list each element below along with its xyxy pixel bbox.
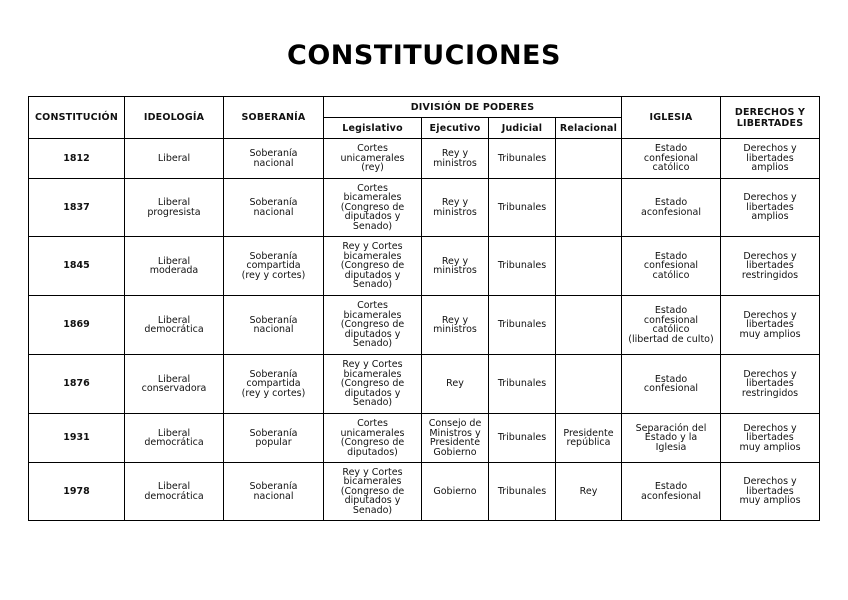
header-iglesia: IGLESIA — [622, 97, 721, 139]
cell-legislativo — [324, 139, 422, 179]
cell-soberania — [224, 139, 324, 179]
cell-legislativo-text: Cortes bicamerales (Congreso de diputados y Senado) — [340, 300, 405, 350]
cell-ejecutivo — [422, 237, 489, 296]
cell-derechos — [721, 296, 820, 355]
cell-legislativo — [324, 355, 422, 414]
cell-judicial — [489, 139, 556, 179]
header-derechos — [721, 97, 820, 139]
cell-derechos-text: Derechos y libertades muy amplios — [739, 476, 801, 507]
cell-iglesia-text: Estado confesional católico — [643, 143, 699, 174]
cell-soberania — [224, 463, 324, 521]
cell-ejecutivo — [422, 463, 489, 521]
cell-legislativo-text: Cortes unicamerales (rey) — [340, 143, 405, 174]
cell-judicial-text: Tribunales — [497, 432, 547, 444]
cell-derechos — [721, 237, 820, 296]
cell-soberania-text: Soberanía compartida (rey y cortes) — [241, 250, 306, 281]
cell-year: 1845 — [29, 237, 125, 296]
cell-judicial-text: Tribunales — [497, 152, 547, 164]
cell-ejecutivo — [422, 296, 489, 355]
cell-iglesia — [622, 355, 721, 414]
cell-derechos — [721, 139, 820, 179]
cell-ideologia-text: Liberal democrática — [144, 314, 204, 335]
cell-derechos — [721, 179, 820, 237]
cell-legislativo-text: Rey y Cortes bicamerales (Congreso de diputados y Senado) — [340, 466, 405, 516]
cell-legislativo-text: Cortes bicamerales (Congreso de diputados y Senado) — [340, 182, 405, 232]
cell-ejecutivo-text: Rey — [446, 378, 464, 390]
cell-soberania-text: Soberanía popular — [249, 427, 298, 448]
cell-soberania — [224, 237, 324, 296]
cell-year: 1876 — [29, 355, 125, 414]
cell-legislativo — [324, 296, 422, 355]
cell-iglesia — [622, 296, 721, 355]
cell-ejecutivo — [422, 179, 489, 237]
cell-iglesia-text: Estado confesional católico — [643, 250, 699, 281]
cell-judicial — [489, 296, 556, 355]
header-soberania: SOBERANÍA — [224, 97, 324, 139]
cell-ejecutivo-text: Gobierno — [433, 485, 477, 497]
cell-year: 1978 — [29, 463, 125, 521]
cell-ideologia — [125, 237, 224, 296]
header-legislativo: Legislativo — [324, 118, 422, 139]
cell-derechos — [721, 414, 820, 463]
cell-soberania — [224, 296, 324, 355]
cell-soberania-text: Soberanía nacional — [249, 314, 298, 335]
cell-ideologia-text: Liberal — [157, 152, 191, 164]
cell-iglesia — [622, 414, 721, 463]
cell-iglesia-text: Estado confesional — [643, 373, 699, 394]
cell-relacional — [556, 414, 622, 463]
cell-ideologia — [125, 179, 224, 237]
cell-year: 1869 — [29, 296, 125, 355]
cell-judicial-text: Tribunales — [497, 378, 547, 390]
cell-derechos-text: Derechos y libertades muy amplios — [739, 309, 801, 340]
header-derechos-label: DERECHOS Y LIBERTADES — [734, 106, 806, 129]
cell-iglesia — [622, 139, 721, 179]
cell-iglesia — [622, 179, 721, 237]
cell-soberania-text: Soberanía nacional — [249, 481, 298, 502]
page-title: CONSTITUCIONES — [287, 40, 561, 71]
cell-soberania-text: Soberanía nacional — [249, 148, 298, 169]
cell-judicial-text: Tribunales — [497, 201, 547, 213]
cell-ejecutivo — [422, 139, 489, 179]
cell-derechos-text: Derechos y libertades amplios — [743, 143, 797, 174]
cell-iglesia-text: Separación del Estado y la Iglesia — [635, 422, 707, 453]
cell-relacional — [556, 139, 622, 179]
cell-judicial — [489, 179, 556, 237]
cell-ejecutivo-text: Rey y ministros — [433, 197, 477, 218]
cell-soberania-text: Soberanía compartida (rey y cortes) — [241, 368, 306, 399]
cell-judicial — [489, 463, 556, 521]
cell-judicial — [489, 414, 556, 463]
cell-ideologia — [125, 296, 224, 355]
cell-year: 1837 — [29, 179, 125, 237]
cell-ideologia-text: Liberal moderada — [149, 255, 199, 276]
cell-legislativo — [324, 237, 422, 296]
cell-iglesia — [622, 463, 721, 521]
header-ideologia: IDEOLOGÍA — [125, 97, 224, 139]
table-row — [29, 179, 820, 237]
cell-ideologia — [125, 139, 224, 179]
table-row — [29, 355, 820, 414]
cell-ideologia — [125, 463, 224, 521]
cell-ideologia — [125, 414, 224, 463]
cell-judicial-text: Tribunales — [497, 260, 547, 272]
cell-relacional — [556, 179, 622, 237]
cell-ejecutivo — [422, 355, 489, 414]
cell-relacional — [556, 463, 622, 521]
cell-soberania — [224, 414, 324, 463]
cell-soberania — [224, 179, 324, 237]
constitutions-table — [28, 96, 820, 521]
cell-ideologia-text: Liberal democrática — [144, 481, 204, 502]
cell-derechos — [721, 463, 820, 521]
cell-ejecutivo-text: Rey y ministros — [433, 255, 477, 276]
cell-iglesia-text: Estado aconfesional — [641, 197, 701, 218]
table-row — [29, 463, 820, 521]
cell-derechos-text: Derechos y libertades restringidos — [741, 250, 799, 281]
cell-relacional — [556, 237, 622, 296]
cell-ejecutivo-text: Rey y ministros — [433, 314, 477, 335]
cell-judicial — [489, 237, 556, 296]
cell-judicial-text: Tribunales — [497, 319, 547, 331]
header-ejecutivo: Ejecutivo — [422, 118, 489, 139]
cell-legislativo-text: Rey y Cortes bicamerales (Congreso de diputados y Senado) — [340, 241, 405, 291]
cell-relacional — [556, 296, 622, 355]
table-row — [29, 414, 820, 463]
cell-legislativo-text: Rey y Cortes bicamerales (Congreso de diputados y Senado) — [340, 359, 405, 409]
cell-ejecutivo — [422, 414, 489, 463]
header-judicial: Judicial — [489, 118, 556, 139]
cell-relacional-text: Rey — [579, 485, 598, 497]
header-constitucion: CONSTITUCIÓN — [29, 97, 125, 139]
cell-iglesia — [622, 237, 721, 296]
cell-soberania — [224, 355, 324, 414]
cell-soberania-text: Soberanía nacional — [249, 197, 298, 218]
cell-judicial-text: Tribunales — [497, 485, 547, 497]
cell-ejecutivo-text: Consejo de Ministros y Presidente Gobierno — [428, 418, 482, 458]
cell-iglesia-text: Estado aconfesional — [641, 481, 701, 502]
cell-legislativo — [324, 463, 422, 521]
cell-judicial — [489, 355, 556, 414]
cell-ideologia-text: Liberal progresista — [147, 197, 201, 218]
cell-derechos-text: Derechos y libertades restringidos — [741, 368, 799, 399]
cell-iglesia-text: Estado confesional católico (libertad de culto) — [628, 305, 714, 345]
cell-ideologia-text: Liberal conservadora — [141, 373, 207, 394]
cell-ideologia-text: Liberal democrática — [144, 427, 204, 448]
cell-ejecutivo-text: Rey y ministros — [433, 148, 477, 169]
cell-derechos-text: Derechos y libertades muy amplios — [739, 422, 801, 453]
cell-year: 1812 — [29, 139, 125, 179]
table-row — [29, 296, 820, 355]
cell-ideologia — [125, 355, 224, 414]
cell-legislativo — [324, 414, 422, 463]
cell-year: 1931 — [29, 414, 125, 463]
cell-relacional-text: Presidente república — [563, 427, 614, 448]
cell-derechos-text: Derechos y libertades amplios — [743, 192, 797, 223]
header-relacional: Relacional — [556, 118, 622, 139]
header-division-poderes: DIVISIÓN DE PODERES — [324, 97, 622, 118]
cell-legislativo — [324, 179, 422, 237]
table-row — [29, 237, 820, 296]
cell-legislativo-text: Cortes unicamerales (Congreso de diputados) — [340, 418, 405, 458]
cell-derechos — [721, 355, 820, 414]
cell-relacional — [556, 355, 622, 414]
table-row — [29, 139, 820, 179]
